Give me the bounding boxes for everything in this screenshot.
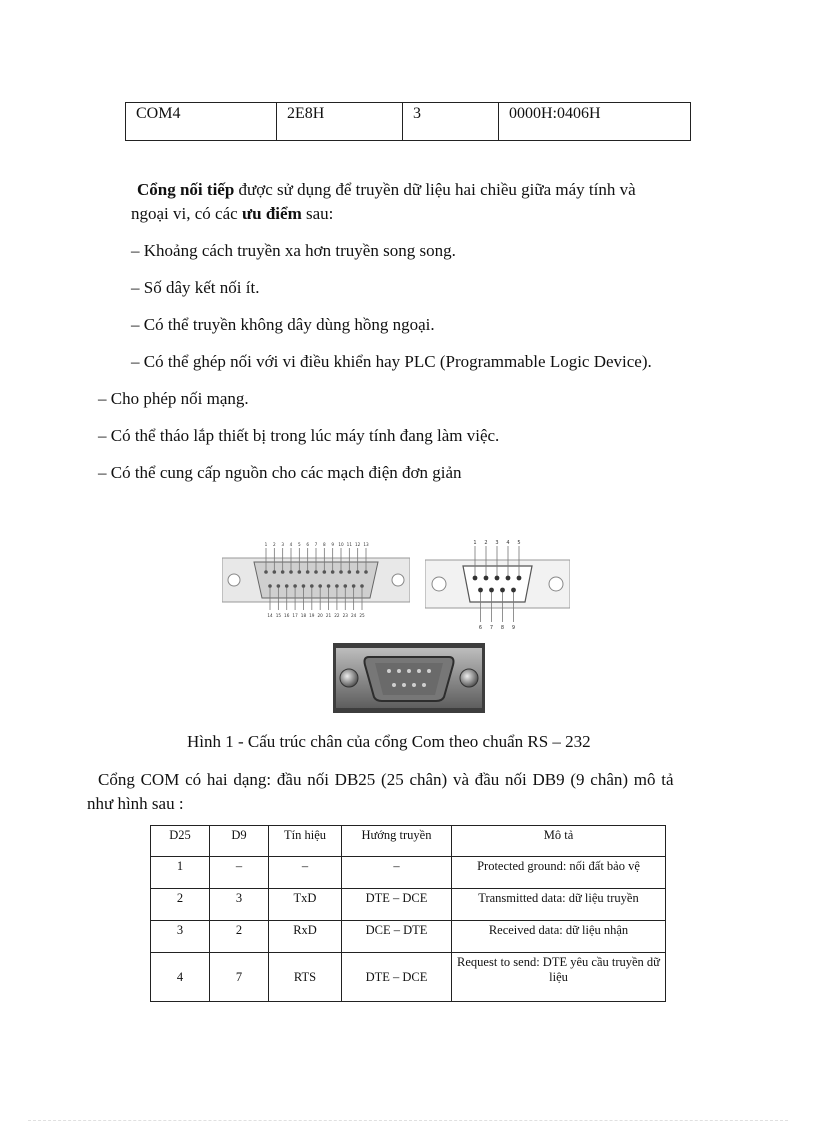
pin-label: 12 xyxy=(354,542,361,547)
bullet-item: – Có thể cung cấp nguồn cho các mạch điện đơn giản xyxy=(98,463,462,482)
pin-dot xyxy=(364,570,368,574)
pin-label: 10 xyxy=(338,542,344,547)
pin-label: 1 xyxy=(473,540,477,546)
intro-bold-lead: Cổng nối tiếp xyxy=(137,180,235,199)
db9-connector-image xyxy=(425,538,570,630)
table-row xyxy=(151,953,666,1002)
pin-dot xyxy=(314,570,318,574)
pin-label: 6 xyxy=(478,625,483,630)
pin-label: 15 xyxy=(275,613,282,618)
table-cell: 4 xyxy=(151,953,210,1002)
intro-bold-advantages: ưu điểm xyxy=(241,204,302,223)
intro-text: sau: xyxy=(301,204,334,223)
pin-label: 19 xyxy=(309,613,315,618)
pin-label: 13 xyxy=(363,542,369,547)
table-cell: Request to send: DTE yêu cầu truyền dữ liệu xyxy=(452,953,666,1002)
bullet-item: – Có thể tháo lắp thiết bị trong lúc máy tính đang làm việc. xyxy=(98,426,500,445)
pin-label: 25 xyxy=(359,613,365,618)
pin-dot xyxy=(264,570,268,574)
pin-label: 3 xyxy=(495,540,499,546)
table-cell: DCE – DTE xyxy=(342,921,452,953)
pin-label: 20 xyxy=(317,613,323,618)
page-bottom-divider xyxy=(28,1120,788,1121)
table-cell: COM4 xyxy=(126,103,277,141)
table-cell: DTE – DCE xyxy=(342,953,452,1002)
column-header: Mô tả xyxy=(452,826,666,857)
db9-photo-image xyxy=(333,643,485,713)
pin-label: 3 xyxy=(281,542,285,547)
pin-dot xyxy=(484,576,489,581)
pin-label: 21 xyxy=(325,613,332,618)
com-description-line-2: như hình sau : xyxy=(87,794,184,813)
pin-dot xyxy=(339,570,343,574)
signal-table xyxy=(150,825,666,1002)
pin-label: 16 xyxy=(284,613,290,618)
column-header: Tín hiệu xyxy=(269,826,342,857)
pin-dot xyxy=(506,576,511,581)
pin-dot xyxy=(318,584,322,588)
pin-dot xyxy=(277,584,281,588)
table-cell: – xyxy=(342,857,452,889)
pin-dot xyxy=(517,576,522,581)
pin-dot xyxy=(489,588,494,593)
pin-dot xyxy=(323,570,327,574)
table-cell: Received data: dữ liệu nhận xyxy=(452,921,666,953)
pin-dot xyxy=(352,584,356,588)
table-cell: 7 xyxy=(210,953,269,1002)
table-cell: 1 xyxy=(151,857,210,889)
com-description-line-1: Cổng COM có hai dạng: đầu nối DB25 (25 chân) và đầu nối DB9 (9 chân) mô tả xyxy=(98,770,674,789)
pin-dot xyxy=(293,584,297,588)
com-port-table xyxy=(125,102,691,141)
pin-dot xyxy=(302,584,306,588)
table-cell: 2 xyxy=(151,889,210,921)
pin-dot xyxy=(495,576,500,581)
pin-dot xyxy=(473,576,478,581)
bullet-item: – Cho phép nối mạng. xyxy=(98,389,249,408)
pin-label: 14 xyxy=(267,613,273,618)
table-header-row xyxy=(151,826,666,857)
pin-label: 6 xyxy=(306,542,310,547)
pin-label: 1 xyxy=(264,542,268,547)
pin-label: 22 xyxy=(334,613,340,618)
table-cell: DTE – DCE xyxy=(342,889,452,921)
table-row xyxy=(126,103,691,141)
table-cell: 3 xyxy=(403,103,499,141)
table-cell: 2 xyxy=(210,921,269,953)
pin-label: 24 xyxy=(350,613,357,618)
pin-dot xyxy=(306,570,310,574)
pin-dot xyxy=(511,588,516,593)
intro-text: ngoại vi, có các xyxy=(131,204,242,223)
db25-connector-image xyxy=(222,540,410,620)
intro-line-2 xyxy=(131,202,333,226)
pin-label: 5 xyxy=(517,540,521,546)
pin-dot xyxy=(478,588,483,593)
figure-caption: Hình 1 - Cấu trúc chân của cổng Com theo chuẩn RS – 232 xyxy=(187,732,591,751)
pin-label: 2 xyxy=(484,540,488,546)
pin-dot xyxy=(281,570,285,574)
pin-label: 4 xyxy=(289,542,293,547)
table-row xyxy=(151,889,666,921)
pin-dot xyxy=(500,588,505,593)
pin-dot xyxy=(273,570,277,574)
bullet-item: – Số dây kết nối ít. xyxy=(131,278,260,297)
pin-label: 5 xyxy=(297,542,301,547)
table-cell: RxD xyxy=(269,921,342,953)
pin-label: 18 xyxy=(300,613,307,618)
table-cell: TxD xyxy=(269,889,342,921)
pin-label: 9 xyxy=(511,625,516,630)
intro-text: được sử dụng để truyền dữ liệu hai chiều giữa máy tính và xyxy=(234,180,636,199)
pin-dot xyxy=(298,570,302,574)
pin-label: 17 xyxy=(292,613,298,618)
pin-label: 4 xyxy=(506,540,510,546)
pin-dot xyxy=(331,570,335,574)
table-cell: RTS xyxy=(269,953,342,1002)
bullet-item: – Khoảng cách truyền xa hơn truyền song song. xyxy=(131,241,456,260)
intro-line-1 xyxy=(137,178,636,202)
table-row xyxy=(151,921,666,953)
pin-dot xyxy=(310,584,314,588)
pin-label: 23 xyxy=(342,613,348,618)
pin-dot xyxy=(289,570,293,574)
pin-dot xyxy=(268,584,272,588)
pin-dot xyxy=(343,584,347,588)
table-cell: Transmitted data: dữ liệu truyền xyxy=(452,889,666,921)
pin-dot xyxy=(348,570,352,574)
pin-label: 8 xyxy=(500,625,505,630)
column-header: D25 xyxy=(151,826,210,857)
pin-dot xyxy=(335,584,339,588)
bullet-item: – Có thể ghép nối với vi điều khiển hay PLC (Programmable Logic Device). xyxy=(131,352,652,371)
table-cell: 3 xyxy=(210,889,269,921)
pin-label: 8 xyxy=(322,542,326,547)
table-cell: – xyxy=(210,857,269,889)
pin-dot xyxy=(285,584,289,588)
pin-dot xyxy=(327,584,331,588)
pin-label: 9 xyxy=(331,542,335,547)
table-cell: 2E8H xyxy=(277,103,403,141)
table-cell: 3 xyxy=(151,921,210,953)
pin-label: 11 xyxy=(346,542,353,547)
pin-label: 7 xyxy=(314,542,318,547)
pin-label: 7 xyxy=(489,625,494,630)
bullet-item: – Có thể truyền không dây dùng hồng ngoại. xyxy=(131,315,435,334)
pin-label: 2 xyxy=(272,542,276,547)
column-header: D9 xyxy=(210,826,269,857)
table-cell: – xyxy=(269,857,342,889)
column-header: Hướng truyền xyxy=(342,826,452,857)
table-cell: 0000H:0406H xyxy=(499,103,691,141)
table-cell: Protected ground: nối đất bảo vệ xyxy=(452,857,666,889)
table-row xyxy=(151,857,666,889)
pin-dot xyxy=(356,570,360,574)
pin-dot xyxy=(360,584,364,588)
